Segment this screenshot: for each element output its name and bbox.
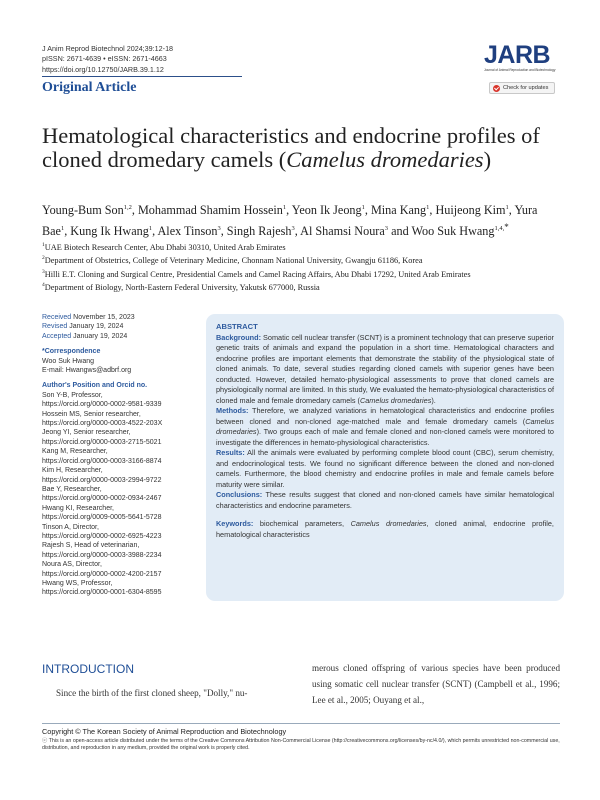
introduction-heading: INTRODUCTION xyxy=(42,662,134,676)
journal-logo xyxy=(484,42,560,72)
orcid-link[interactable]: https://orcid.org/0009-0005-5641-5728 xyxy=(42,514,162,522)
license-notice xyxy=(42,738,560,752)
orcid-link[interactable]: https://orcid.org/0000-0003-4522-203X xyxy=(42,420,163,428)
author-name: Yeon Ik Jeong xyxy=(291,203,362,218)
date-label: Accepted xyxy=(42,332,72,340)
author-position: Rajesh S, Head of veterinarian, xyxy=(42,542,140,550)
author-name: Yura Bae xyxy=(42,203,538,239)
header-divider xyxy=(42,76,242,77)
corresponding-author-marker: * xyxy=(504,222,509,233)
author-affiliation-marker: 1 xyxy=(60,225,65,233)
author-affiliation-marker: 3 xyxy=(217,225,221,233)
methods-text: Therefore, we analyzed variations in hematological characteristics and endocrine profiles between cloned and non-cloned age-matched male and female dromedary camels ( xyxy=(216,406,554,426)
author-name: Al Shamsi Noura xyxy=(300,224,385,239)
author-separator: , xyxy=(286,203,292,218)
author-affiliation-marker: 1,4, xyxy=(494,225,505,233)
keywords-species: Camelus dromedaries xyxy=(350,519,427,528)
affiliation-item xyxy=(42,267,562,280)
affiliation-item xyxy=(42,280,562,293)
abstract-conclusions xyxy=(216,490,554,511)
article-info-sidebar xyxy=(42,313,202,598)
author-position: Tinson A, Director, xyxy=(42,523,99,531)
orcid-link[interactable]: https://orcid.org/0000-0003-3166-8874 xyxy=(42,457,162,465)
methods-species: Camelus dromedaries xyxy=(216,416,554,436)
date-row xyxy=(42,313,202,322)
date-label: Received xyxy=(42,314,72,321)
affiliation-number: 4 xyxy=(42,282,45,289)
orcid-link[interactable]: https://orcid.org/0000-0003-2994-9722 xyxy=(42,476,162,484)
author-separator: , xyxy=(131,203,138,218)
keywords-text-a: biochemical parameters, xyxy=(259,519,351,528)
author-name: Huijeong Kim xyxy=(435,203,506,218)
author-affiliation-marker: 3 xyxy=(291,225,295,233)
affiliation-number: 3 xyxy=(42,268,45,275)
affiliation-list xyxy=(42,240,562,293)
author-name: Kung Ik Hwang xyxy=(70,224,149,239)
title-close: ) xyxy=(483,146,492,172)
title-species: Camelus dromedaries xyxy=(286,146,484,172)
orcid-link[interactable]: https://orcid.org/0000-0003-2715-5021 xyxy=(42,438,162,446)
author-affiliation-marker: 1 xyxy=(282,204,287,211)
journal-doi-link[interactable]: https://doi.org/10.12750/JARB.39.1.12 xyxy=(42,64,164,74)
author-separator: , xyxy=(220,224,227,239)
author-separator: , xyxy=(64,224,71,239)
author-position: Hossein MS, Senior researcher, xyxy=(42,410,141,418)
author-position: Son Y-B, Professor, xyxy=(42,391,103,399)
orcid-link[interactable]: https://orcid.org/0000-0002-4200-2157 xyxy=(42,570,162,578)
author-affiliation-marker: 1,2 xyxy=(123,204,132,211)
abstract-background xyxy=(216,333,554,407)
journal-meta xyxy=(42,44,173,75)
affiliation-text: Department of Biology, North-Eastern Federal University, Yakutsk 677000, Russia xyxy=(44,282,320,292)
check-updates-label: Check for updates xyxy=(503,85,549,91)
date-row xyxy=(42,332,202,341)
checkmark-icon xyxy=(493,85,500,92)
author-position: Bae Y, Researcher, xyxy=(42,485,102,493)
article-type: Original Article xyxy=(42,80,137,95)
author-affiliation-marker: 1 xyxy=(148,225,153,233)
abstract-results xyxy=(216,448,554,490)
author-name: Young-Bum Son xyxy=(42,203,124,218)
copyright-notice: Copyright © The Korean Society of Animal Reproduction and Biotechnology xyxy=(42,727,287,736)
conclusions-label: Conclusions: xyxy=(216,490,263,499)
intro-right-column: merous cloned offspring of various species have been produced using somatic cell nuclear transfer (SCNT) (Campbell et al., 1996; Lee et al., 2005; Ouyang et al., xyxy=(312,663,560,705)
keywords-label: Keywords: xyxy=(216,519,254,528)
abstract-title: ABSTRACT xyxy=(216,322,258,331)
affiliation-text: Hilli E.T. Cloning and Surgical Centre, Presidential Camels and Camel Racing Affairs, Abu Dhabi 17292, United Arab Emirates xyxy=(44,269,471,279)
affiliation-item xyxy=(42,253,562,266)
conclusions-text: These results suggest that cloned and non-cloned camels have similar hematological characteristics and endocrine parameters. xyxy=(216,490,554,510)
affiliation-text: Department of Obstetrics, College of Veterinary Medicine, Chonnam National University, Gwangju 61186, Korea xyxy=(44,256,423,266)
positions-heading: Author's Position and Orcid no. xyxy=(42,382,148,390)
author-name: Singh Rajesh xyxy=(226,224,292,239)
keywords-text-b: , cloned animal, endocrine profile, hematological characteristics xyxy=(216,519,554,539)
author-name: Mohammad Shamim Hossein xyxy=(137,203,283,218)
results-label: Results: xyxy=(216,448,245,457)
methods-end: ). Two groups each of male and female cloned and non-cloned camels were monitored to investigate the differences in hemato-physiological characteristics. xyxy=(216,427,554,447)
author-affiliation-marker: 1 xyxy=(426,204,430,211)
correspondence-heading: *Correspondence xyxy=(42,348,101,356)
author-separator: , xyxy=(508,203,515,218)
author-separator: , xyxy=(429,203,436,218)
author-name: Woo Suk Hwang xyxy=(411,224,495,239)
author-affiliation-marker: 1 xyxy=(361,204,365,211)
author-affiliation-marker: 3 xyxy=(384,225,389,233)
author-position: Hwang WS, Professor, xyxy=(42,579,113,587)
results-text: All the animals were evaluated by performing complete blood count (CBC), serum chemistry, and endocrinological tests. We found no significant difference between the cloned and non-cloned camels. Furthermore, the blood chemistry and endocrine profiles in male and female camels before maturity were similar. xyxy=(216,448,555,489)
intro-left-column: Since the birth of the first cloned sheep, "Dolly," nu- xyxy=(56,688,248,698)
author-position: Noura AS, Director, xyxy=(42,561,102,569)
correspondence-name: Woo Suk Hwang xyxy=(42,357,95,365)
author-position: Kim H, Researcher, xyxy=(42,467,103,475)
author-position: Jeong YI, Senior researcher, xyxy=(42,429,131,437)
correspondence-email[interactable]: E-mail: Hwangws@adbrf.org xyxy=(42,367,132,375)
author-name: Alex Tinson xyxy=(157,224,218,239)
abstract-box xyxy=(206,314,564,601)
affiliation-number: 1 xyxy=(42,242,45,248)
author-list xyxy=(42,199,562,240)
background-species: Camelus dromedaries xyxy=(359,395,432,405)
journal-citation: J Anim Reprod Biotechnol 2024;39:12-18 xyxy=(42,44,174,53)
author-position: Kang M, Researcher, xyxy=(42,448,108,456)
author-separator: , xyxy=(364,203,371,218)
check-updates-button[interactable] xyxy=(489,82,555,94)
author-separator: , xyxy=(152,224,158,239)
date-row xyxy=(42,322,202,331)
affiliation-item xyxy=(42,240,562,253)
date-value: January 19, 2024 xyxy=(69,323,124,331)
orcid-link[interactable]: https://orcid.org/0000-0003-3988-2234 xyxy=(42,551,162,559)
open-access-icon: ⓒ xyxy=(42,738,49,744)
license-text: This is an open-access article distributed under the terms of the Creative Commons Attribution Non-Commercial License (http://creativecommons.org/licenses/by-nc/4.0/), which permits unrestricted non-commercial use, distribution, and reproduction in any medium, provided the original work is properly cited. xyxy=(42,738,560,751)
title-main: Hematological characteristics and endocrine profiles of cloned dromedary camels ( xyxy=(42,123,540,172)
author-position: Hwang KI, Researcher, xyxy=(42,504,114,512)
footer-divider xyxy=(42,723,560,724)
affiliation-text: UAE Biotech Research Center, Abu Dhabi 30310, United Arab Emirates xyxy=(44,242,286,252)
orcid-link[interactable]: https://orcid.org/0000-0001-6304-8595 xyxy=(42,589,162,597)
methods-label: Methods: xyxy=(216,406,249,415)
author-name: Mina Kang xyxy=(370,203,427,218)
positions-list xyxy=(42,391,202,598)
date-value: January 19, 2024 xyxy=(73,332,128,340)
journal-issn: pISSN: 2671-4639 • eISSN: 2671-4663 xyxy=(42,54,167,64)
article-dates xyxy=(42,313,202,341)
orcid-link[interactable]: https://orcid.org/0000-0002-9581-9339 xyxy=(42,401,162,409)
background-end: ). xyxy=(431,395,436,405)
abstract-keywords xyxy=(216,519,554,540)
orcid-link[interactable]: https://orcid.org/0000-0002-6925-4223 xyxy=(42,532,162,540)
logo-text: JARB xyxy=(484,41,551,69)
author-separator: , xyxy=(294,224,301,239)
background-text: Somatic cell nuclear transfer (SCNT) is a prominent technology that can preserve superior genetic traits of animals and expand the population in a short time. Hematological characters and endocrine profiles are important elements that demonstrate the stability of the physiological state of cloned animals. To date, several studies regarding cloned camels with superior genes have been conducted. However, detailed hemato-physiological assessments to prove that cloned camels are physiologically normal are limited. In this study, We evaluated the hemato-physiological characteristics of cloned male and female dromedary camels ( xyxy=(216,332,554,405)
date-value: November 15, 2023 xyxy=(73,314,135,321)
author-affiliation-marker: 1 xyxy=(505,204,509,211)
orcid-link[interactable]: https://orcid.org/0000-0002-0934-2467 xyxy=(42,495,162,503)
abstract-methods xyxy=(216,406,554,448)
affiliation-number: 2 xyxy=(42,255,45,262)
article-title xyxy=(42,124,562,171)
date-label: Revised xyxy=(42,323,68,331)
background-label: Background: xyxy=(216,332,261,342)
author-separator: and xyxy=(388,224,412,239)
logo-subtitle: Journal of Animal Reproduction and Biotechnology xyxy=(484,68,556,72)
